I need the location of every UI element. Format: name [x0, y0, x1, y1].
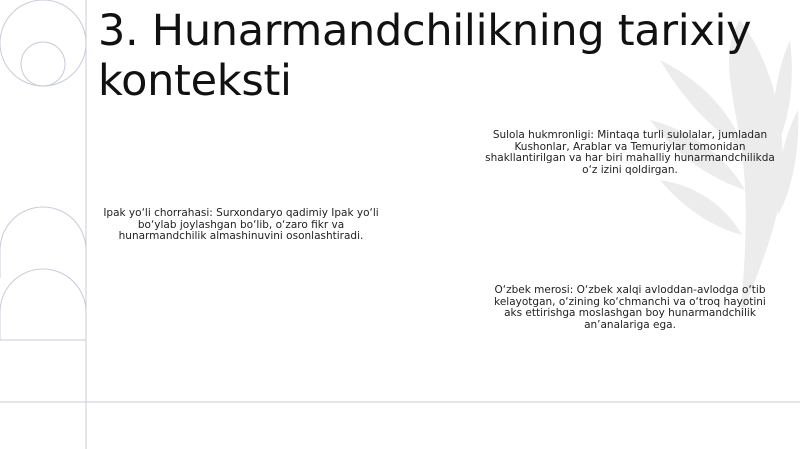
- text-block-ipak-yoli: Ipak yo‘li chorrahasi: Surxondaryo qadimiy Ipak yo‘li bo‘ylab joylashgan bo‘lib, o‘zaro fikr va hunarmandchilik almashinuvini osonlashtiradi.: [103, 207, 379, 242]
- text-block-sulola: Sulola hukmronligi: Mintaqa turli sulolalar, jumladan Kushonlar, Arablar va Temuriylar tomonidan shakllantirilgan va har biri mahalliy hunarmandchilikda o‘z izini qoldirgan.: [485, 129, 775, 176]
- text-block-ozbek-merosi: O‘zbek merosi: O‘zbek xalqi avloddan-avlodga o‘tib kelayotgan, o‘zining ko‘chmanchi va o‘troq hayotini aks ettirishga moslashgan boy hunarmandchilik an’analariga ega.: [494, 284, 766, 331]
- slide-title: 3. Hunarmandchilikning tarixiy konteksti: [98, 6, 752, 106]
